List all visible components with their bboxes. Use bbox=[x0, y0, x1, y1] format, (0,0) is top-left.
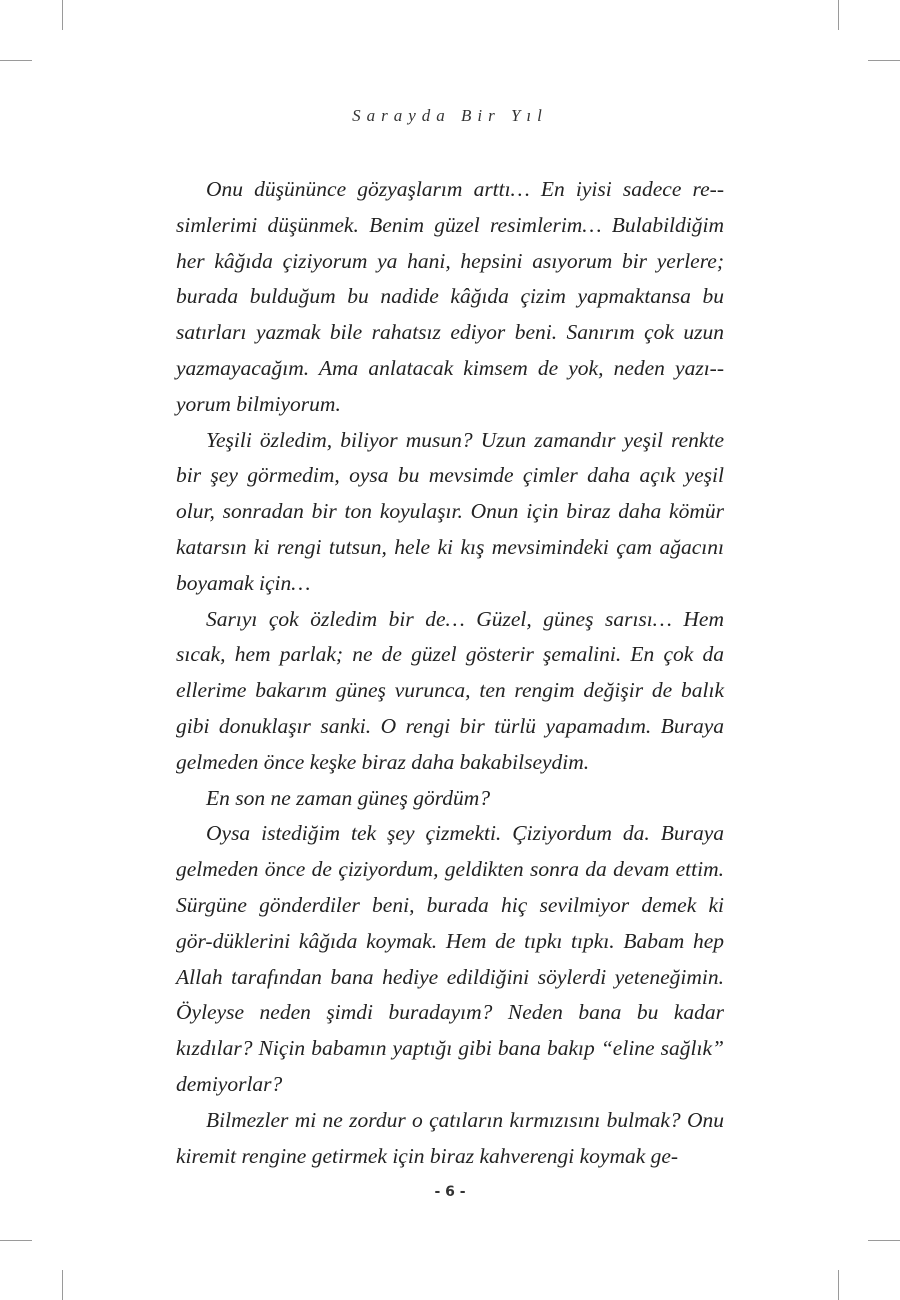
paragraph: Oysa istediğim tek şey çizmekti. Çiziyordum da. Buraya gelmeden önce de çiziyordum, geldikten sonra da devam ettim. Sürgüne gönderdiler beni, burada hiç sevilmiyor demek ki gör-düklerini kâğıda koymak. Hem de tıpkı tıpkı. Babam hep Allah tarafından bana hediye edildiğini söylerdi yeteneğimin. Öyleyse neden şimdi buradayım? Neden bana bu kadar kızdılar? Niçin babamın yaptığı gibi bana bakıp “eline sağlık” demiyorlar? bbox=[176, 821, 724, 1096]
crop-mark-bottom-right bbox=[838, 1270, 839, 1300]
paragraph: Sarıyı çok özledim bir de… Güzel, güneş sarısı… Hem sıcak, hem parlak; ne de güzel gösterir şemalini. En çok da ellerime bakarım güneş vurunca, ten rengim değişir de balık gibi donuklaşır sanki. O rengi bir türlü yapamadım. Buraya gelmeden önce keşke biraz daha bakabilseydim. bbox=[176, 606, 724, 774]
paragraph: Onu düşününce gözyaşlarım arttı… En iyisi sadece re-simlerimi düşünmek. Benim güzel resimlerim… Bulabildiğim her kâğıda çiziyorum ya hani, hepsini asıyorum bir yerlere; burada bulduğum bu nadide kâğıda çizim yapmaktansa bu satırları yazmak bile rahatsız ediyor beni. Sanırım çok uzun yazmayacağım. Ama anlatacak kimsem de yok, neden yazı-yorum bilmiyorum. bbox=[176, 177, 724, 416]
body-text bbox=[176, 172, 724, 1174]
crop-mark-top-right bbox=[838, 0, 839, 30]
paragraph: Bilmezler mi ne zordur o çatıların kırmızısını bulmak? Onu kiremit rengine getirmek için biraz kahverengi koymak ge- bbox=[176, 1107, 724, 1168]
crop-mark-right-top bbox=[868, 60, 900, 61]
crop-mark-top-left bbox=[62, 0, 63, 30]
crop-mark-left-bottom bbox=[0, 1240, 32, 1241]
crop-mark-bottom-left bbox=[62, 1270, 63, 1300]
paragraph: Yeşili özledim, biliyor musun? Uzun zamandır yeşil renkte bir şey görmedim, oysa bu mevsimde çimler daha açık yeşil olur, sonradan bir ton koyulaşır. Onun için biraz daha kömür katarsın ki rengi tutsun, hele ki kış mevsimindeki çam ağacını boyamak için… bbox=[176, 427, 724, 595]
paragraph: En son ne zaman güneş gördüm? bbox=[206, 785, 491, 810]
crop-mark-right-bottom bbox=[868, 1240, 900, 1241]
page-number: - 6 - bbox=[434, 1184, 466, 1200]
crop-mark-left-top bbox=[0, 60, 32, 61]
running-head: Sarayda Bir Yıl bbox=[352, 106, 548, 125]
